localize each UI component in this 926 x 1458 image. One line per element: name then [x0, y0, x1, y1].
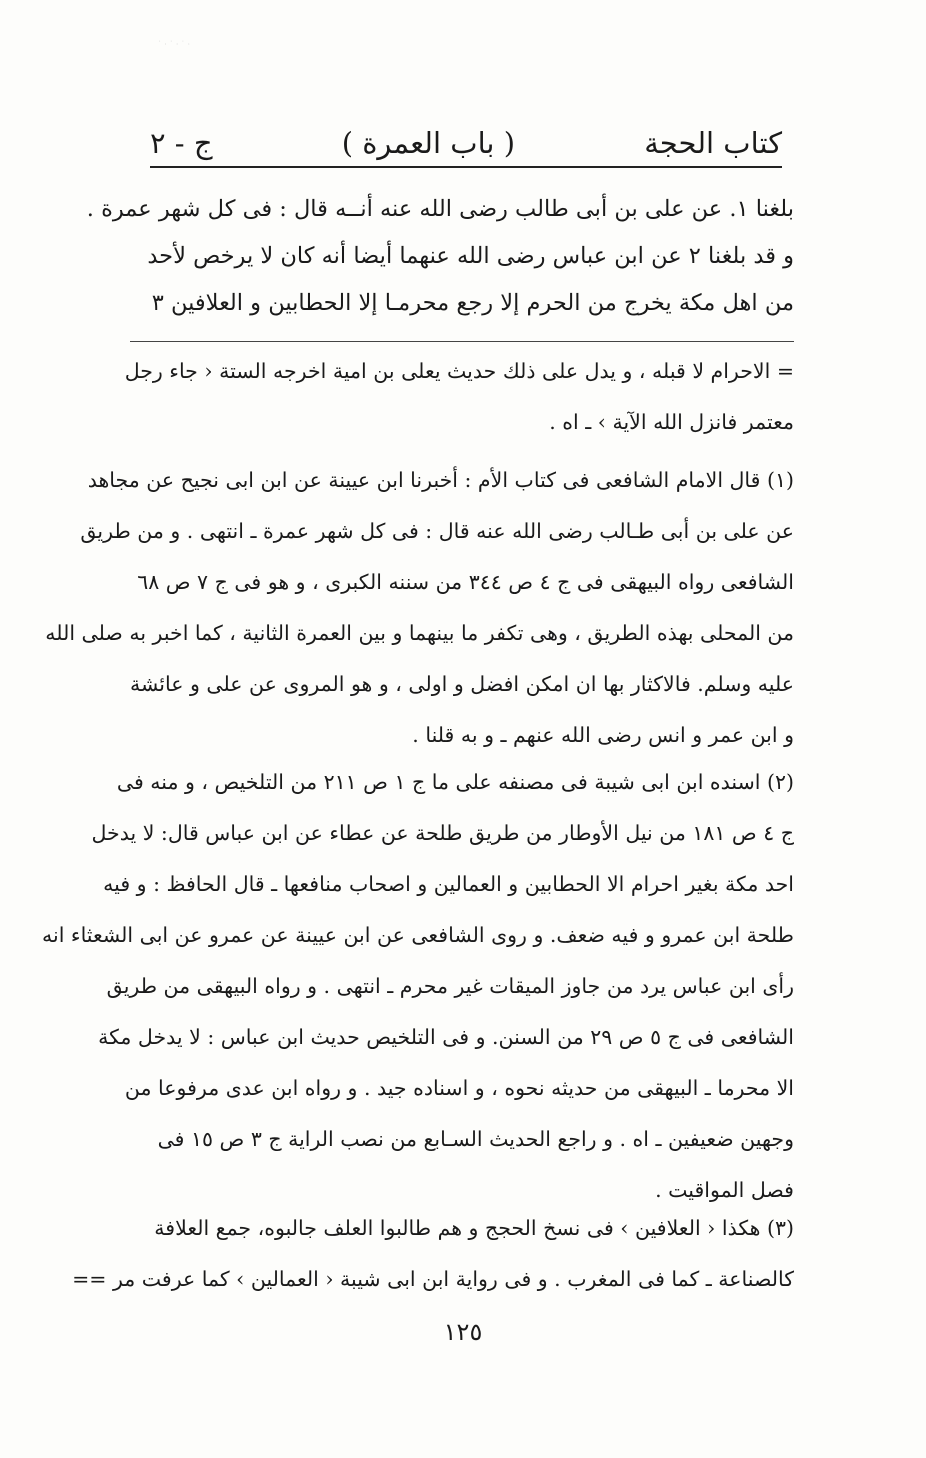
- footnote-continuation: [124, 346, 794, 448]
- footnote-line: احد مكة بغير احرام الا الحطابين و العمالين و اصحاب منافعها ـ قال الحافظ : و فيه: [103, 872, 794, 896]
- chapter-title: ( باب العمرة ): [341, 126, 516, 160]
- main-line: من اهل مكة يخرج من الحرم إلا رجع محرمـا إلا الحطابين و العلافين ٣: [151, 290, 794, 316]
- scan-speckle: · ˙ · ˙ · ˙: [157, 40, 190, 49]
- footnote-line: كالصناعة ـ كما فى المغرب . و فى رواية ابن ابى شيبة ‹ العمالين › كما عرفت مر ==: [72, 1267, 794, 1291]
- footnote-2: [42, 757, 794, 1216]
- page-number: ١٢٥: [443, 1318, 483, 1346]
- footnote-line: (٣) هكذا ‹ العلافين › فى نسخ الحجج و هم طالبوا العلف جالبوه، جمع العلافة: [154, 1216, 794, 1240]
- footnote-line: الا محرما ـ البيهقى من حديثه نحوه ، و اسناده جيد . و رواه ابن عدى مرفوعا من: [124, 1076, 794, 1100]
- main-line: بلغنا ١. عن على بن أبى طالب رضى الله عنه أنــه قال : فى كل شهر عمرة .: [86, 196, 794, 222]
- footnote-line: رأى ابن عباس يرد من جاوز الميقات غير محرم ـ انتهى . و رواه البيهقى من طريق: [106, 974, 794, 998]
- footnote-line: وجهين ضعيفين ـ اه . و راجع الحديث السـابع من نصب الراية ج ٣ ص ١٥ فى: [157, 1127, 794, 1151]
- footnote-line: (٢) اسنده ابن ابى شيبة فى مصنفه على ما ج ١ ص ٢١١ من التلخيص ، و منه فى: [116, 770, 794, 794]
- page-header: [150, 120, 782, 168]
- footnote-line: و ابن عمر و انس رضى الله عنهم ـ و به قلنا .: [412, 723, 794, 747]
- main-line: و قد بلغنا ٢ عن ابن عباس رضى الله عنهما أيضا أنه كان لا يرخص لأحد: [147, 243, 794, 269]
- main-text: [86, 186, 794, 327]
- footnote-line: عن على بن أبى طـالب رضى الله عنه قال : فى كل شهر عمرة ـ انتهى . و من طريق: [80, 519, 794, 543]
- footnote-line: ج ٤ ص ١٨١ من نيل الأوطار من طريق طلحة عن عطاء عن ابن عباس قال: لا يدخل: [91, 821, 794, 845]
- footnote-line: (١) قال الامام الشافعى فى كتاب الأم : أخبرنا ابن عيينة عن ابن ابى نجيح عن مجاهد: [87, 468, 794, 492]
- footnote-line: = الاحرام لا قبله ، و يدل على ذلك حديث يعلى بن امية اخرجه الستة ‹ جاء رجل: [124, 359, 794, 383]
- footnote-1: [45, 455, 794, 761]
- footnote-separator: [130, 341, 794, 342]
- footnote-line: فصل المواقيت .: [655, 1178, 794, 1202]
- volume-label: ج - ٢: [150, 126, 213, 160]
- footnote-line: معتمر فانزل الله الآية › ـ اه .: [549, 410, 794, 434]
- footnote-3: [72, 1203, 794, 1305]
- footnote-line: الشافعى رواه البيهقى فى ج ٤ ص ٣٤٤ من سننه الكبرى ، و هو فى ج ٧ ص ٦٨: [137, 570, 794, 594]
- footnote-line: الشافعى فى ج ٥ ص ٢٩ من السنن. و فى التلخيص حديث ابن عباس : لا يدخل مكة: [98, 1025, 794, 1049]
- footnote-line: عليه وسلم. فالاكثار بها ان امكن افضل و اولى ، و هو المروى عن على و عائشة: [130, 672, 794, 696]
- footnote-line: من المحلى بهذه الطريق ، وهى تكفر ما بينهما و بين العمرة الثانية ، كما اخبر به صلى الله: [45, 621, 794, 645]
- book-title: كتاب الحجة: [644, 126, 782, 160]
- footnote-line: طلحة ابن عمرو و فيه ضعف. و روى الشافعى عن ابن عيينة عن عمرو عن ابى الشعثاء انه: [42, 923, 794, 947]
